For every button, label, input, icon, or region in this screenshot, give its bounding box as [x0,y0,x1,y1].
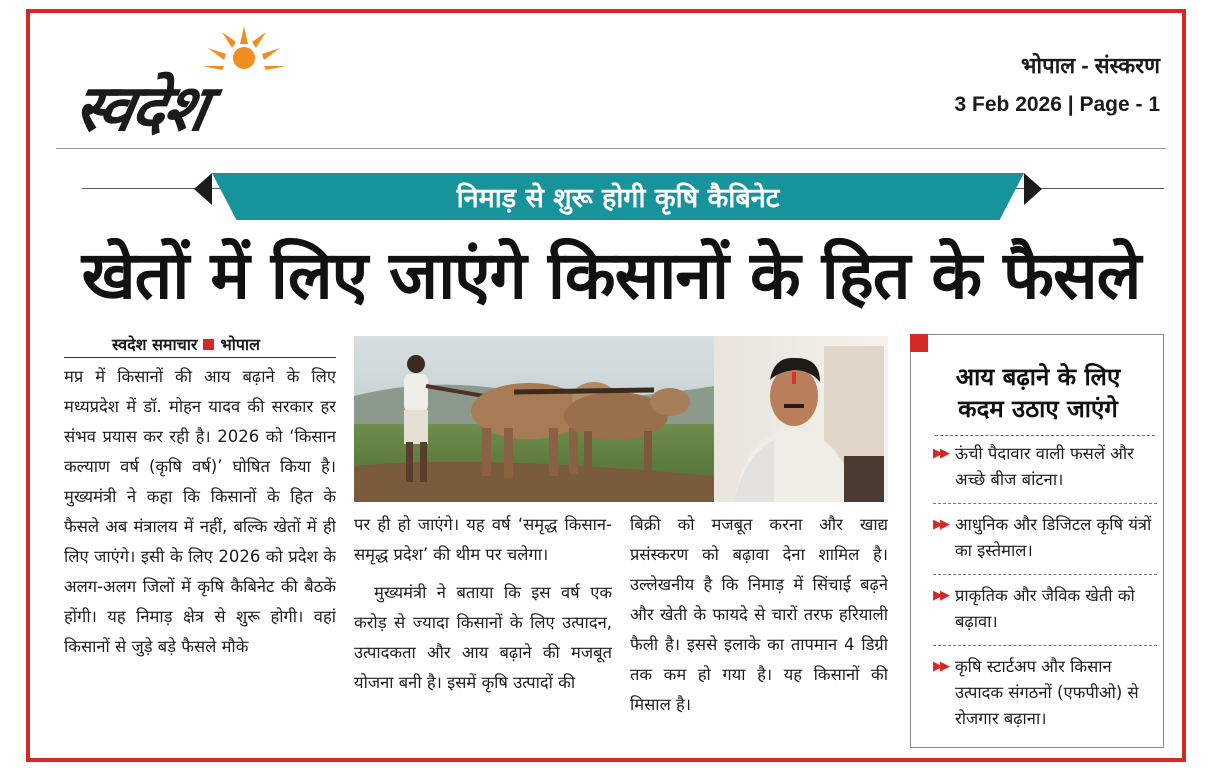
column-2-paragraph-2: मुख्यमंत्री ने बताया कि इस वर्ष एक करोड़ से ज्यादा किसानों के लिए उत्पादन, उत्पादकता और आय बढ़ाने की मजबूत योजना बनी है। इसमें कृषि उत्पादों की [354,583,612,692]
chief-minister-portrait [714,336,888,502]
farmer-plowing-scene [354,336,714,502]
logo-wordmark: स्वदेश [68,72,212,146]
byline [112,333,260,355]
masthead-logo [68,22,396,146]
kicker-text: निमाड़ से शुरू होगी कृषि कैबिनेट [456,183,780,214]
kicker-ribbon [212,173,1024,220]
byline-square-icon [203,339,214,350]
list-item [933,441,1157,504]
double-arrow-icon: ▶▶ [933,446,947,461]
sidebar-corner-square-icon [910,334,928,352]
sidebar-title-line-1: आय बढ़ाने के लिए [955,363,1121,391]
list-item [933,654,1157,742]
list-item-text: ऊंची पैदावार वाली फसलें और अच्छे बीज बांटना। [955,444,1134,489]
list-item [933,512,1157,575]
double-arrow-icon: ▶▶ [933,659,947,674]
column-3-text: बिक्री को मजबूत करना और खाद्य प्रसंस्करण को बढ़ावा देना शामिल है। उल्लेखनीय है कि निमाड़ में सिंचाई बढ़ने और खेती के फायदे से चारों तरफ हरियाली फैली है। इससे इलाके का तापमान 4 डिग्री तक कम हो गया है। यह किसानों की मिसाल है। [630,515,888,714]
byline-place: भोपाल [220,335,260,354]
article-column-2 [354,510,612,756]
ribbon-right-arrow-icon [1024,173,1042,205]
double-arrow-icon: ▶▶ [933,517,947,532]
list-item [933,583,1157,646]
sidebar-divider [935,435,1155,436]
column-1-text: मप्र में किसानों की आय बढ़ाने के लिए मध्यप्रदेश में डॉ. मोहन यादव की सरकार हर संभव प्रयास कर रही है। 2026 को ‘किसान कल्याण वर्ष (कृषि वर्ष)’ घोषित किया है। मुख्यमंत्री ने कहा कि किसानों के हित के फैसले अब मंत्रालय में नहीं, बल्कि खेतों में ही लिए जाएंगे। इसी के लिए 2026 को प्रदेश के अलग-अलग जिलों में कृषि कैबिनेट की बैठकें होंगी। यह निमाड़ क्षेत्र से शुरू होगी। वहां किसानों से जुड़े बड़े फैसले मौके [64,367,336,656]
edition-date-page: 3 Feb 2026 | Page - 1 [954,93,1160,116]
sidebar-title-line-2: कदम उठाए जाएंगे [958,395,1118,423]
sidebar-list [933,441,1157,750]
sidebar-box [910,334,1164,748]
byline-rule [64,357,336,358]
sidebar-title [911,361,1165,425]
ribbon-left-arrow-icon [194,173,212,205]
list-item-text: प्राकृतिक और जैविक खेती को बढ़ावा। [955,586,1135,631]
column-2-paragraph-1: पर ही हो जाएंगे। यह वर्ष ‘समृद्ध किसान-समृद्ध प्रदेश’ की थीम पर चलेगा। [354,515,612,564]
article-column-3 [630,510,888,756]
list-item-text: आधुनिक और डिजिटल कृषि यंत्रों का इस्तेमाल। [955,515,1152,560]
double-arrow-icon: ▶▶ [933,588,947,603]
photo-illustration [354,336,888,502]
edition-name: भोपाल - संस्करण [1020,53,1160,78]
article-photo [354,336,888,502]
edition-info [955,52,1160,120]
byline-source: स्वदेश समाचार [112,335,198,354]
list-item-text: कृषि स्टार्टअप और किसान उत्पादक संगठनों (एफपीओ) से रोजगार बढ़ाना। [955,657,1139,728]
article-column-1 [64,362,336,756]
header-divider [56,148,1166,149]
headline: खेतों में लिए जाएंगे किसानों के हित के फैसले [81,237,1141,314]
